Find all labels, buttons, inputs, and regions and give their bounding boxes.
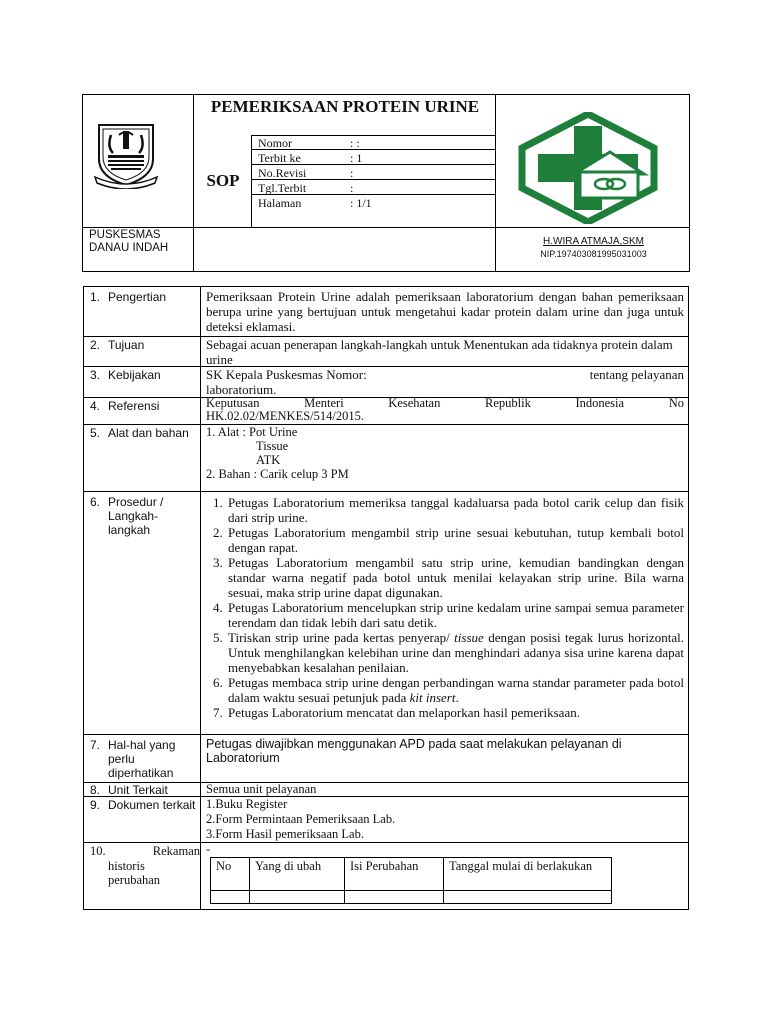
org-line: DANAU INDAH xyxy=(89,242,169,254)
puskesmas-logo-icon xyxy=(518,112,658,224)
signatory-name: H.WIRA ATMAJA,SKM xyxy=(543,236,644,247)
row-line xyxy=(84,491,688,492)
dokumen-item: 2.Form Permintaan Pemeriksaan Lab. xyxy=(206,812,396,826)
referensi-text: HK.02.02/MENKES/514/2015. xyxy=(206,409,364,423)
bahan-line: 2. Bahan : Carik celup 3 PM xyxy=(206,467,349,481)
row-label: Tujuan xyxy=(108,338,145,352)
alat-item: Tissue xyxy=(256,439,289,453)
meta-label: Terbit ke xyxy=(258,151,301,165)
header-bottom-line xyxy=(83,227,689,228)
step-text: Petugas membaca strip urine dengan perbandingan warna standar parameter pada botol dalam waktu sesuai petunjuk pada xyxy=(228,675,684,705)
row-number: 9. xyxy=(90,798,101,812)
sop-table xyxy=(83,286,689,910)
table-header-row xyxy=(211,858,612,891)
column-header: Tanggal mulai di berlakukan xyxy=(444,858,612,891)
row-label: Prosedur / Langkah-langkah xyxy=(108,495,164,537)
referensi-word: Menteri xyxy=(304,396,344,410)
meta-label: Halaman xyxy=(258,196,302,210)
procedure-step xyxy=(226,630,684,675)
row-number: 3. xyxy=(90,368,101,382)
content-dokumen xyxy=(206,797,684,842)
organization-name xyxy=(89,229,189,255)
row-number: 8. xyxy=(90,783,101,797)
row-label: Alat dan bahan xyxy=(108,426,189,440)
step-text: dengan posisi tegak lurus horizontal. Untuk menghilangkan kelebihan urine dan menghindari adanya sisa urine karena dapat menyebabkan kesalahan penilaian. xyxy=(228,630,684,675)
meta-value: : 1 xyxy=(350,151,363,165)
content-hal: Petugas diwajibkan menggunakan APD pada saat melakukan pelayanan di Laboratorium xyxy=(206,737,622,765)
meta-value: : xyxy=(350,181,354,195)
kebijakan-line xyxy=(206,367,684,382)
sop-label: SOP xyxy=(206,171,240,190)
procedure-step: 2. Petugas Laboratorium mengambil strip urine sesuai kebutuhan, tutup kembali botol dengan rapat. xyxy=(226,525,684,555)
row-number: 2. xyxy=(90,338,101,352)
row-label: historis perubahan xyxy=(108,859,161,887)
row-label: Kebijakan xyxy=(108,368,161,382)
content-alat xyxy=(206,425,684,481)
referensi-word: Kesehatan xyxy=(388,396,441,410)
table-row xyxy=(211,891,612,904)
column-header: Isi Perubahan xyxy=(345,858,444,891)
step-text: Tiriskan strip urine pada kertas penyerap/ xyxy=(228,630,455,645)
row-label: Unit Terkait xyxy=(108,783,168,797)
procedure-step xyxy=(226,675,684,705)
kebijakan-text: tentang pelayanan xyxy=(589,367,684,382)
row-number: 1. xyxy=(90,290,101,304)
alat-item: ATK xyxy=(256,453,281,467)
table-cell xyxy=(211,891,250,904)
kebijakan-text: SK Kepala Puskesmas Nomor: xyxy=(206,367,367,382)
alat-line: 1. Alat : Pot Urine xyxy=(206,425,298,439)
row-label: Dokumen terkait xyxy=(108,798,196,812)
meta-value: : xyxy=(350,166,354,180)
row-number: 5. xyxy=(90,426,101,440)
org-line: PUSKESMAS xyxy=(89,229,161,241)
row-label: Hal-hal yang perlu diperhatikan xyxy=(108,738,176,780)
meta-label: Tgl.Terbit xyxy=(258,181,307,195)
table-cell xyxy=(345,891,444,904)
row-label: Pengertian xyxy=(108,290,167,304)
content-prosedur xyxy=(206,495,684,720)
referensi-word: No xyxy=(668,396,684,410)
column-divider xyxy=(200,287,201,909)
referensi-word: Republik xyxy=(484,396,531,410)
content-pengertian: Pemeriksaan Protein Urine adalah pemeriksaan laboratorium dengan bahan pemeriksaan berupa urine yang bertujuan untuk mengetahui kadar protein dalam urine dan juga untuk deteksi eklamasi. xyxy=(206,289,684,334)
dokumen-item: 3.Form Hasil pemeriksaan Lab. xyxy=(206,827,364,841)
meta-value: : 1/1 xyxy=(350,196,372,210)
dokumen-item: 1.Buku Register xyxy=(206,797,288,811)
step-text: . xyxy=(455,690,459,705)
row-number: 7. xyxy=(90,738,101,752)
content-unit: Semua unit pelayanan xyxy=(206,782,317,796)
page-title: PEMERIKSAAN PROTEIN URINE xyxy=(210,97,480,116)
column-header: No xyxy=(211,858,250,891)
row-number: 4. xyxy=(90,399,101,413)
content-tujuan: Sebagai acuan penerapan langkah-langkah untuk Menentukan ada tidaknya protein dalam urine xyxy=(206,337,673,367)
content-referensi xyxy=(206,397,684,423)
row-label: Referensi xyxy=(108,399,160,413)
signatory-nip: NIP.197403081995031003 xyxy=(540,249,647,259)
procedure-step: 4. Petugas Laboratorium mencelupkan strip urine kedalam urine sampai semua parameter terendam dan tidak lebih dari satu detik. xyxy=(226,600,684,630)
kebijakan-text: laboratorium. xyxy=(206,382,277,397)
procedure-step: 7. Petugas Laboratorium mencatat dan melaporkan hasil pemeriksaan. xyxy=(226,705,684,720)
step-emphasis: kit insert xyxy=(409,690,456,705)
row-label: Rekaman xyxy=(152,844,200,858)
procedure-steps xyxy=(206,495,684,720)
meta-value: : : xyxy=(350,136,360,150)
content-rekaman-dash: - xyxy=(206,842,211,856)
procedure-step: 3. Petugas Laboratorium mengambil satu strip urine, kemudian bandingkan dengan standar warna negatif pada botol untuk menilai kelayakan strip urine. Bila warna sesuai, maka strip urine dapat digunakan. xyxy=(226,555,684,600)
procedure-step: 1. Petugas Laboratorium memeriksa tanggal kadaluarsa pada botol carik celup dan fisik dari strip urine. xyxy=(226,495,684,525)
content-kebijakan xyxy=(206,367,684,397)
step-emphasis: tissue xyxy=(454,630,484,645)
row-line xyxy=(84,734,688,735)
table-cell xyxy=(250,891,345,904)
referensi-word: Indonesia xyxy=(575,396,625,410)
row-number: 6. xyxy=(90,495,101,509)
table-cell xyxy=(444,891,612,904)
sop-header xyxy=(82,94,690,272)
referensi-word: Keputusan xyxy=(206,396,260,410)
regional-emblem-icon xyxy=(93,121,159,189)
meta-label: Nomor xyxy=(258,136,292,150)
meta-label: No.Revisi xyxy=(258,166,307,180)
column-header: Yang di ubah xyxy=(250,858,345,891)
row-number: 10. xyxy=(90,844,106,858)
revision-history-table xyxy=(210,857,612,904)
